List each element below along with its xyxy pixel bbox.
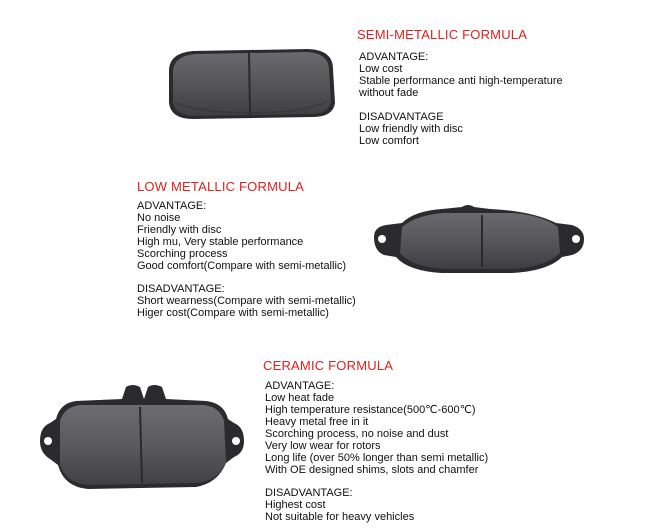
list-item: Friendly with disc (137, 224, 222, 236)
list-item: No noise (137, 212, 181, 224)
list-item: Not suitable for heavy vehicles (265, 511, 415, 523)
low-metallic-title: LOW METALLIC FORMULA (137, 179, 305, 194)
list-item: Good comfort(Compare with semi-metallic) (137, 260, 347, 272)
low-metallic-disadvantages (137, 283, 356, 319)
list-item: without fade (359, 87, 419, 99)
list-item: Low heat fade (265, 392, 335, 404)
list-item: Short wearness(Compare with semi-metallic) (137, 295, 356, 307)
list-item: Scorching process, no noise and dust (265, 428, 449, 440)
semi-metallic-disadvantage-heading: DISADVANTAGE (359, 111, 444, 123)
semi-metallic-brake-pad-image (163, 45, 338, 123)
ceramic-advantage-heading: ADVANTAGE: (265, 380, 335, 392)
ceramic-title: CERAMIC FORMULA (263, 358, 394, 373)
ceramic-disadvantages (265, 487, 414, 523)
list-item: High mu, Very stable performance (137, 236, 304, 248)
list-item: Long life (over 50% longer than semi metallic) (265, 452, 489, 464)
list-item: Low comfort (359, 135, 419, 147)
list-item: Stable performance anti high-temperature (359, 75, 563, 87)
ceramic-section-title (263, 358, 393, 373)
low-metallic-section-title (137, 179, 304, 194)
semi-metallic-disadvantages (359, 111, 463, 147)
semi-metallic-section-title (357, 27, 527, 42)
list-item: High temperature resistance(500℃-600℃) (265, 404, 476, 416)
low-metallic-advantage-heading: ADVANTAGE: (137, 200, 207, 212)
low-metallic-disadvantage-heading: DISADVANTAGE: (137, 283, 225, 295)
ceramic-advantages (265, 380, 488, 476)
semi-metallic-title: SEMI-METALLIC FORMULA (357, 27, 528, 42)
ceramic-disadvantage-heading: DISADVANTAGE: (265, 487, 353, 499)
semi-metallic-advantages (359, 51, 563, 99)
list-item: Low friendly with disc (359, 123, 463, 135)
list-item: Higer cost(Compare with semi-metallic) (137, 307, 329, 319)
ceramic-brake-pad-image (36, 383, 248, 499)
list-item: With OE designed shims, slots and chamfer (265, 464, 479, 476)
list-item: Low cost (359, 63, 403, 75)
list-item: Highest cost (265, 499, 326, 511)
list-item: Heavy metal free in it (265, 416, 369, 428)
low-metallic-advantages (137, 200, 346, 272)
low-metallic-brake-pad-image (372, 201, 586, 277)
list-item: Scorching process (137, 248, 228, 260)
list-item: Very low wear for rotors (265, 440, 381, 452)
semi-metallic-advantage-heading: ADVANTAGE: (359, 51, 429, 63)
